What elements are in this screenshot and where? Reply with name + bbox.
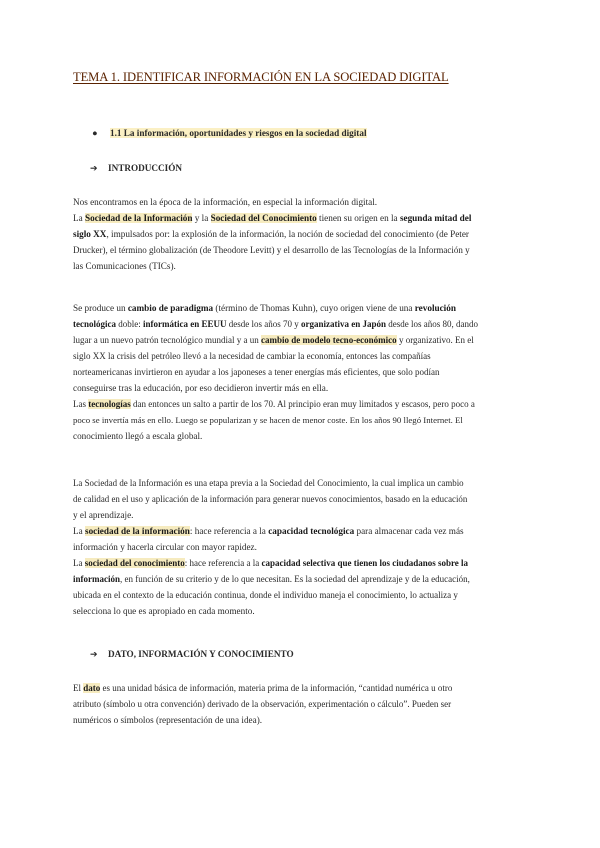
text-line: norteamericanas invirtieron en ayudar a los japoneses a tener energías más eficientes, que solo podían bbox=[73, 367, 440, 377]
bullet-icon: ● bbox=[92, 128, 98, 138]
paragraph-sociedades bbox=[73, 475, 528, 619]
text-line: El dato es una unidad básica de información, materia prima de la información, “cantidad numérica u otro bbox=[73, 683, 453, 693]
text-line: siglo XX, impulsados por: la explosión de la información, la noción de sociedad del conocimiento (de Peter bbox=[73, 229, 469, 239]
text-line: siglo XX la crisis del petróleo llevó a la necesidad de cambiar la economía, entonces las compañías bbox=[73, 351, 431, 361]
document-title: TEMA 1. IDENTIFICAR INFORMACIÓN EN LA SOCIEDAD DIGITAL bbox=[73, 70, 449, 84]
subheading bbox=[92, 128, 367, 138]
text-line: las Comunicaciones (TICs). bbox=[73, 261, 176, 271]
text-line: tecnológica doble: informática en EEUU desde los años 70 y organizativa en Japón desde los años 80, dando bbox=[73, 319, 479, 329]
section-heading-introduccion bbox=[90, 163, 182, 174]
text-line: La sociedad del conocimiento: hace referencia a la capacidad selectiva que tienen los ciudadanos sobre la bbox=[73, 558, 469, 568]
text-line: La sociedad de la información: hace referencia a la capacidad tecnológica para almacenar cada vez más bbox=[73, 526, 464, 536]
paragraph-intro bbox=[73, 194, 528, 274]
text-line: lugar a un nuevo patrón tecnológico mundial y a un cambio de modelo tecno-económico y organizativo. En el bbox=[73, 335, 474, 345]
text-line: conocimiento llegó a escala global. bbox=[73, 431, 203, 441]
text-line: información, en función de su criterio y de lo que necesitan. Es la sociedad del aprendizaje y de la educación, bbox=[73, 574, 470, 584]
text-line: de calidad en el uso y aplicación de la información para generar nuevos conocimientos, basado en la educación bbox=[73, 494, 468, 504]
paragraph-dato bbox=[73, 680, 528, 728]
text-line: Se produce un cambio de paradigma (término de Thomas Kuhn), cuyo origen viene de una revolución bbox=[73, 303, 456, 313]
text-line: La Sociedad de la Información y la Sociedad del Conocimiento tienen su origen en la segunda mitad del bbox=[73, 213, 472, 223]
text-line: atributo (símbolo u otra convención) derivado de la observación, experimentación o cálculo”. Pueden ser bbox=[73, 699, 452, 709]
arrow-icon: ➔ bbox=[90, 649, 98, 659]
section-heading-dato bbox=[90, 649, 294, 660]
text-line: Nos encontramos en la época de la información, en especial la información digital. bbox=[73, 197, 378, 207]
subheading-text: 1.1 La información, oportunidades y riesgos en la sociedad digital bbox=[110, 128, 367, 138]
arrow-icon: ➔ bbox=[90, 163, 98, 173]
paragraph-paradigma bbox=[73, 300, 528, 444]
text-line: ubicada en el contexto de la educación continua, donde el individuo maneja el conocimiento, lo actualiza y bbox=[73, 590, 458, 600]
text-line: poco se invertía más en ello. Luego se popularizan y se hacen de menor coste. En los años 90 llegó Internet. El bbox=[73, 415, 463, 425]
text-line: Las tecnologías dan entonces un salto a partir de los 70. Al principio eran muy limitados y escasos, pero poco a bbox=[73, 399, 475, 409]
text-line: selecciona lo que es apropiado en cada momento. bbox=[73, 606, 255, 616]
text-line: numéricos o símbolos (representación de una idea). bbox=[73, 715, 263, 725]
text-line: La Sociedad de la Información es una etapa previa a la Sociedad del Conocimiento, la cual implica un cambio bbox=[73, 478, 464, 488]
text-line: y el aprendizaje. bbox=[73, 510, 134, 520]
section-label: DATO, INFORMACIÓN Y CONOCIMIENTO bbox=[108, 649, 294, 659]
text-line: Drucker), el término globalización (de Theodore Levitt) y el desarrollo de las Tecnologías de la Información y bbox=[73, 245, 470, 255]
text-line: conseguirse tras la educación, por eso decidieron invertir más en ella. bbox=[73, 383, 329, 393]
section-label: INTRODUCCIÓN bbox=[108, 163, 183, 173]
text-line: información y hacerla circular con mayor rapidez. bbox=[73, 542, 257, 552]
